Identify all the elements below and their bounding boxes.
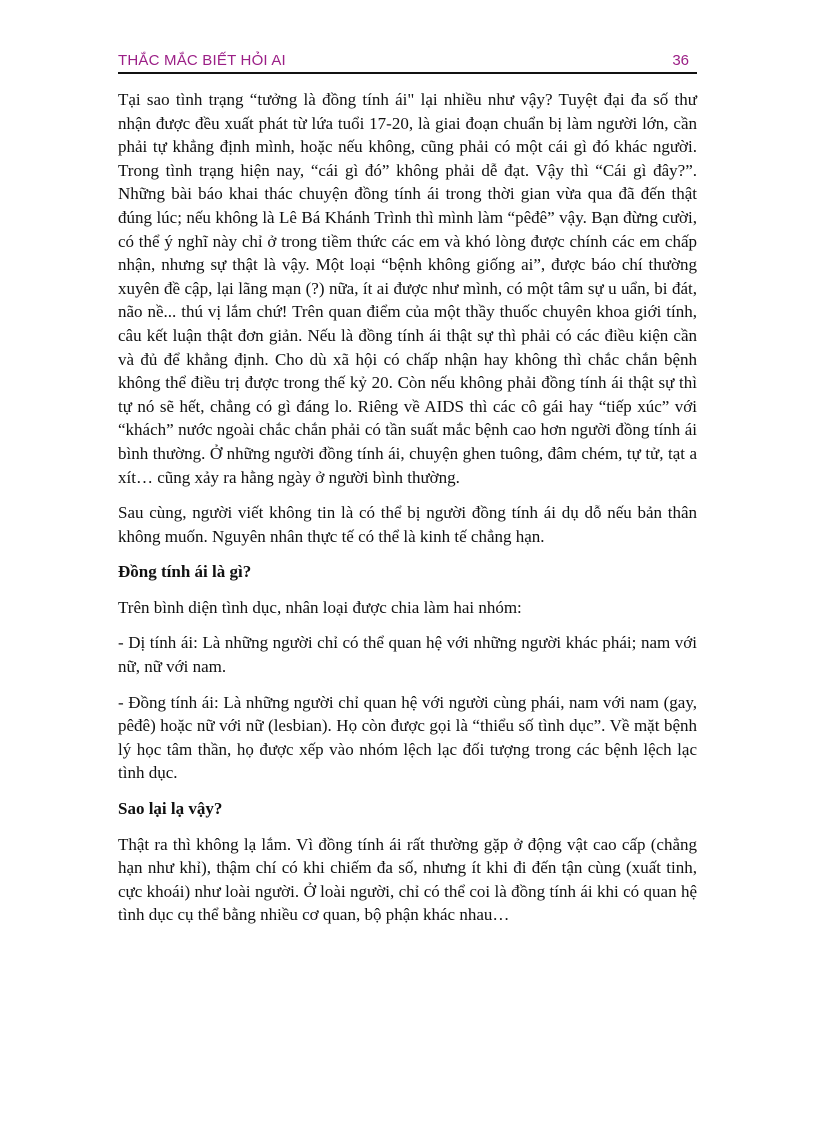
page-body — [118, 88, 697, 939]
running-title: THẮC MẮC BIẾT HỎI AI — [118, 52, 286, 69]
body-paragraph: Tại sao tình trạng “tưởng là đồng tính ái" lại nhiều như vậy? Tuyệt đại đa số thư nhận được đều xuất phát từ lứa tuổi 17-20, là giai đoạn chuẩn bị làm người lớn, cần phải tự khẳng định mình, hoặc nếu không, cũng phải có một cái gì đó khác người. Trong tình trạng hiện nay, “cái gì đó” không phải dễ đạt. Vậy thì “Cái gì đây?”. Những bài báo khai thác chuyện đồng tính ái trong thời gian vừa qua đã đến thật đúng lúc; nếu không là Lê Bá Khánh Trình thì mình làm “pêđê” vậy. Bạn đừng cười, có thể ý nghĩ này chỉ ở trong tiềm thức các em và khó lòng được chính các em chấp nhận, nhưng sự thật là vậy. Một loại “bệnh không giống ai”, được báo chí thường xuyên đề cập, lại lãng mạn (?) nữa, ít ai được như mình, có một tâm sự u uẩn, bi đát, não nề... thú vị lắm chứ! Trên quan điểm của một thầy thuốc chuyên khoa giới tính, câu kết luận thật đơn giản. Nếu là đồng tính ái thật sự thì phải có các điều kiện cần và đủ để khẳng định. Cho dù xã hội có chấp nhận hay không thì chắc chắn bệnh không thể điều trị được trong thế kỷ 20. Còn nếu không phải đồng tính ái thật sự thì tự nó sẽ hết, chẳng có gì đáng lo. Riêng về AIDS thì các cô gái hay “tiếp xúc” với “khách” nước ngoài chắc chắn phải có tần suất mắc bệnh cao hơn người đồng tính ái bình thường. Ở những người đồng tính ái, chuyện ghen tuông, đâm chém, tự tử, tạt a xít… cũng xảy ra hằng ngày ở người bình thường. — [118, 90, 697, 487]
body-paragraph: Sau cùng, người viết không tin là có thể bị người đồng tính ái dụ dỗ nếu bản thân không muốn. Nguyên nhân thực tế có thể là kinh tế chẳng hạn. — [118, 503, 697, 546]
section-heading: Sao lại lạ vậy? — [118, 799, 223, 819]
section-heading: Đồng tính ái là gì? — [118, 562, 252, 582]
list-item: - Dị tính ái: Là những người chỉ có thể quan hệ với những người khác phái; nam với nữ, nữ với nam. — [118, 633, 697, 677]
page-number: 36 — [672, 52, 689, 69]
list-item: - Đồng tính ái: Là những người chỉ quan hệ với người cùng phái, nam với nam (gay, pêđê) hoặc nữ với nữ (lesbian). Họ còn được gọi là “thiểu số tình dục”. Về mặt bệnh lý học tâm thần, họ được xếp vào nhóm lệch lạc đối tượng trong các bệnh lệch lạc tình dục. — [118, 692, 697, 783]
body-paragraph: Thật ra thì không lạ lắm. Vì đồng tính ái rất thường gặp ở động vật cao cấp (chẳng hạn như khỉ), thậm chí có khi chiếm đa số, nhưng ít khi đi đến tận cùng (xuất tinh, cực khoái) như loài người. Ở loài người, chỉ có thể coi là đồng tính ái khi có quan hệ tình dục cụ thể bằng nhiều cơ quan, bộ phận khác nhau… — [118, 834, 697, 925]
body-paragraph: Trên bình diện tình dục, nhân loại được chia làm hai nhóm: — [118, 597, 522, 617]
page-header — [118, 50, 697, 74]
